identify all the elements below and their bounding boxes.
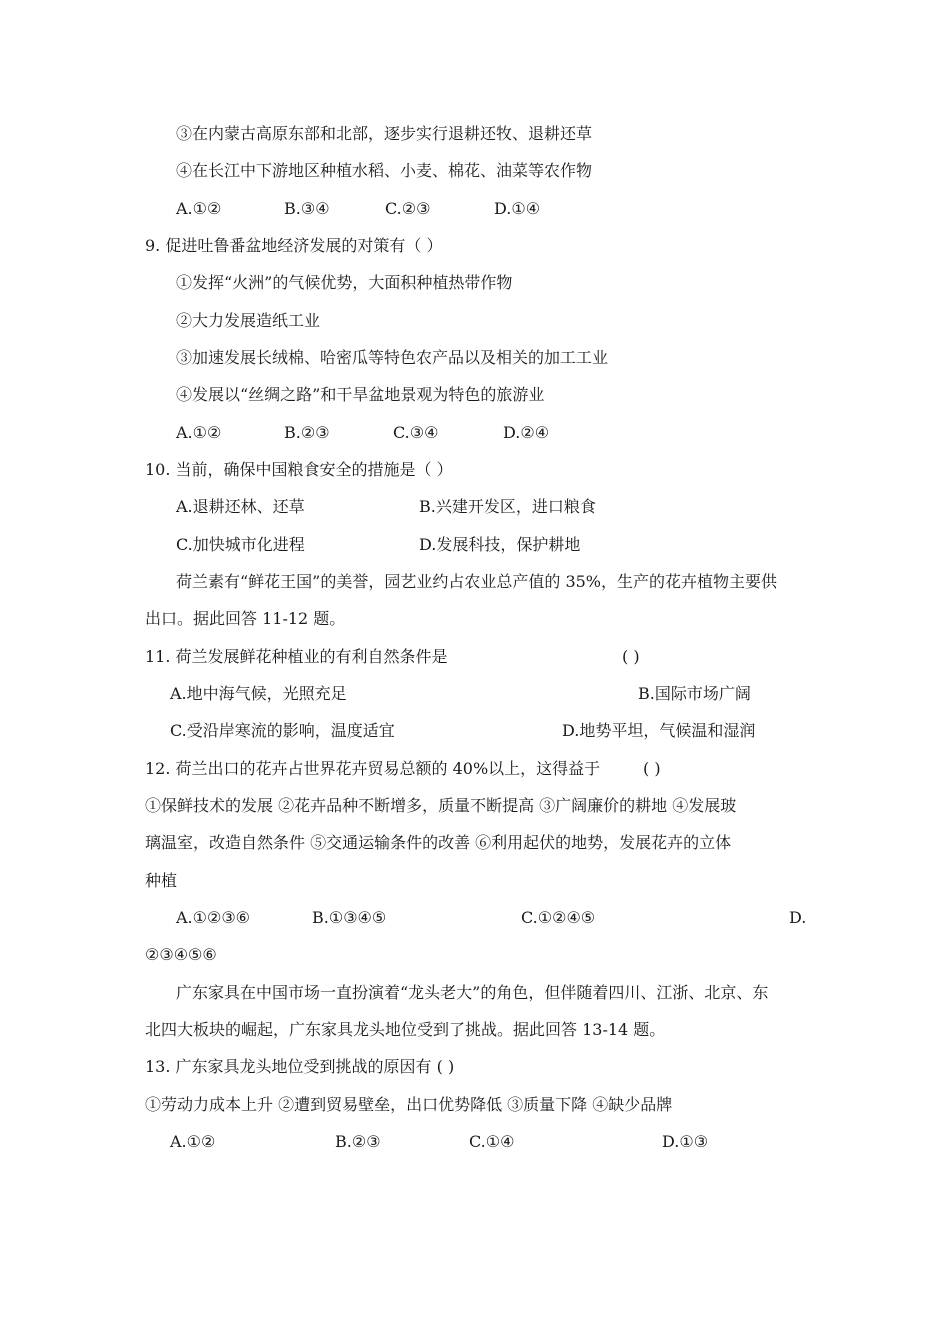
q12-items-line-3: 种植: [145, 871, 178, 890]
q8-option-a: A.①②: [176, 199, 222, 218]
q11-option-b: B.国际市场广阔: [638, 684, 751, 703]
q11-option-c: C.受沿岸寒流的影响，温度适宜: [170, 721, 395, 740]
q9-option-c: C.③④: [393, 423, 439, 442]
q10-option-b: B.兴建开发区，进口粮食: [419, 497, 596, 516]
q8-option-c: C.②③: [385, 199, 431, 218]
q10-stem: 10. 当前，确保中国粮食安全的措施是（ ）: [145, 460, 453, 479]
q9-option-a: A.①②: [176, 423, 222, 442]
q8-option-b: B.③④: [284, 199, 330, 218]
q13-option-a: A.①②: [170, 1132, 216, 1151]
q13-option-b: B.②③: [335, 1132, 381, 1151]
q9-item-4: ④发展以“丝绸之路”和干旱盆地景观为特色的旅游业: [176, 385, 545, 404]
q12-option-b: B.①③④⑤: [312, 908, 387, 927]
q8-item-3: ③在内蒙古高原东部和北部，逐步实行退耕还牧、退耕还草: [176, 124, 593, 143]
q12-option-d-value: ②③④⑤⑥: [145, 945, 217, 964]
q12-option-a: A.①②③⑥: [176, 908, 251, 927]
passage-netherlands-line-1: 荷兰素有“鲜花王国”的美誉，园艺业约占农业总产值的 35%，生产的花卉植物主要供: [176, 572, 778, 591]
q12-stem: 12. 荷兰出口的花卉占世界花卉贸易总额的 40%以上，这得益于: [145, 759, 601, 778]
q9-stem: 9. 促进吐鲁番盆地经济发展的对策有（ ）: [145, 236, 443, 255]
q9-item-1: ①发挥“火洲”的气候优势，大面积种植热带作物: [176, 273, 513, 292]
q8-item-4: ④在长江中下游地区种植水稻、小麦、棉花、油菜等农作物: [176, 161, 593, 180]
q9-option-d: D.②④: [503, 423, 550, 442]
q12-option-c: C.①②④⑤: [521, 908, 596, 927]
q8-option-d: D.①④: [494, 199, 541, 218]
q11-answer-paren: ( ): [622, 647, 640, 666]
q13-option-d: D.①③: [662, 1132, 709, 1151]
q11-stem: 11. 荷兰发展鲜花种植业的有利自然条件是: [145, 647, 448, 666]
q9-item-2: ②大力发展造纸工业: [176, 311, 321, 330]
q10-option-c: C.加快城市化进程: [176, 535, 305, 554]
q13-option-c: C.①④: [469, 1132, 515, 1151]
q9-option-b: B.②③: [284, 423, 330, 442]
passage-guangdong-line-1: 广东家具在中国市场一直扮演着“龙头老大”的角色，但伴随着四川、江浙、北京、东: [176, 983, 769, 1002]
q12-items-line-1: ①保鲜技术的发展 ②花卉品种不断增多，质量不断提高 ③广阔廉价的耕地 ④发展玻: [145, 796, 737, 815]
q11-option-a: A.地中海气候，光照充足: [170, 684, 347, 703]
q13-stem: 13. 广东家具龙头地位受到挑战的原因有 ( ): [145, 1057, 455, 1076]
q9-item-3: ③加速发展长绒棉、哈密瓜等特色农产品以及相关的加工工业: [176, 348, 609, 367]
passage-netherlands-line-2: 出口。据此回答 11-12 题。: [145, 609, 346, 628]
q11-option-d: D.地势平坦，气候温和湿润: [562, 721, 756, 740]
q12-items-line-2: 璃温室，改造自然条件 ⑤交通运输条件的改善 ⑥利用起伏的地势，发展花卉的立体: [145, 833, 732, 852]
q10-option-a: A.退耕还林、还草: [176, 497, 305, 516]
q12-option-d-label: D.: [789, 908, 807, 927]
q12-answer-paren: ( ): [643, 759, 661, 778]
passage-guangdong-line-2: 北四大板块的崛起，广东家具龙头地位受到了挑战。据此回答 13-14 题。: [145, 1020, 666, 1039]
q10-option-d: D.发展科技，保护耕地: [419, 535, 581, 554]
q13-items: ①劳动力成本上升 ②遭到贸易壁垒，出口优势降低 ③质量下降 ④缺少品牌: [145, 1095, 673, 1114]
